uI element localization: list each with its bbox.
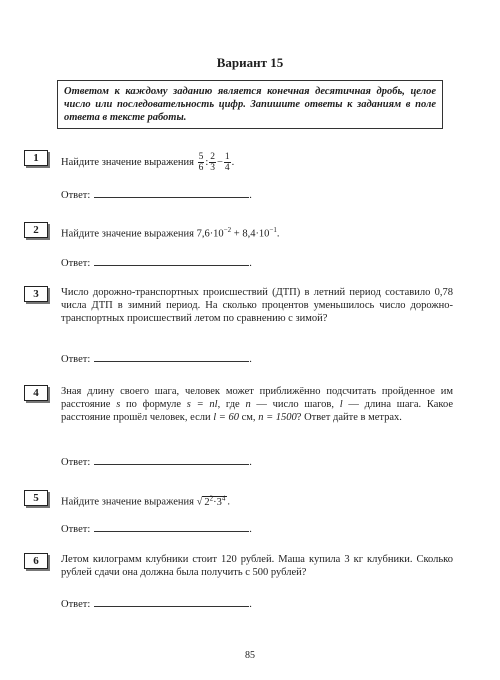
exponent: 2 [209, 494, 214, 502]
answer-row: Ответ: . [61, 599, 252, 610]
answer-field[interactable] [94, 188, 249, 198]
task-number: 4 [24, 385, 48, 401]
numerator: 1 [224, 152, 230, 162]
text-part: — длина шага. Какое расстояние прошёл человек, если [61, 399, 453, 423]
task-text: Число дорожно-транспортных происшествий (ДТП) в летний период составило 0,78 числа ДТП в зимний период. На сколько процентов уменьшилось число дорожно-транспортных происшествий летом по сравнению с зимой? [61, 287, 453, 324]
answer-label: Ответ: [61, 524, 91, 535]
answer-label: Ответ: [61, 599, 91, 610]
operator: − [216, 156, 223, 168]
task-text: Найдите значение выражения $\frac{5}{6}$ : $\frac{2}{3}$ − $\frac{1}{4}$ . [61, 152, 235, 173]
text-part: , где [217, 399, 240, 410]
denominator: 3 [210, 163, 215, 173]
answer-label: Ответ: [61, 354, 91, 365]
exponent: 4 [221, 494, 226, 502]
denominator: 6 [198, 163, 204, 173]
page-number: 85 [245, 650, 255, 661]
task-text: Найдите значение выражения $7,6\cdot 10^{-2} + 8,4\cdot 10^{-1}$. [61, 226, 280, 240]
answer-label: Ответ: [61, 190, 91, 201]
task-number: 5 [24, 490, 48, 506]
variable: n [245, 399, 251, 410]
variable: s [116, 399, 121, 410]
task-number: 1 [24, 150, 48, 166]
operator: : [205, 156, 209, 168]
term: 7,6·10 [196, 228, 224, 240]
sqrt-sign: √ [196, 496, 203, 508]
fraction [224, 152, 231, 173]
formula: s = nl [186, 399, 218, 410]
text-part: ? Ответ дайте в метрах. [296, 412, 402, 423]
task-number: 2 [24, 222, 48, 238]
answer-row: Ответ: . [61, 190, 252, 201]
answer-field[interactable] [94, 522, 249, 532]
answer-row: Ответ: . [61, 258, 252, 269]
answer-field[interactable] [94, 256, 249, 266]
text-part: см, [241, 412, 256, 423]
task-text: Найдите значение выражения √ $2^2\cdot 3^4$ . [61, 494, 230, 508]
text-part: Зная длину своего шага, человек может приближённо подсчитать пройденное им расстояние [61, 386, 453, 410]
task-prompt: Найдите значение выражения [61, 156, 194, 168]
task-text: Летом килограмм клубники стоит 120 рублей. Маша купила 3 кг клубники. Сколько рублей сдачи она должна была получить с 500 рублей? [61, 554, 453, 578]
task-prompt: Найдите значение выражения [61, 496, 194, 508]
denominator: 4 [224, 163, 230, 173]
task-text [61, 385, 453, 424]
task-number: 6 [24, 553, 48, 569]
base: 3 [216, 496, 222, 508]
base: 2 [204, 496, 210, 508]
variable: l [339, 399, 343, 410]
fraction [198, 152, 205, 173]
answer-field[interactable] [94, 352, 249, 362]
answer-label: Ответ: [61, 457, 91, 468]
term: 8,4·10 [242, 228, 270, 240]
answer-field[interactable] [94, 597, 249, 607]
task-prompt: Найдите значение выражения [61, 228, 194, 240]
operator: · [213, 496, 217, 508]
condition: n = 1500 [258, 412, 297, 423]
answer-row: Ответ: . [61, 457, 252, 468]
operator: + [233, 228, 240, 240]
numerator: 2 [210, 152, 215, 162]
answer-row: Ответ: . [61, 354, 252, 365]
answer-row: Ответ: . [61, 524, 252, 535]
radicand [202, 496, 227, 508]
condition: l = 60 [213, 412, 239, 423]
fraction [209, 152, 216, 173]
exponent: −1 [269, 226, 277, 234]
exponent: −2 [223, 226, 232, 234]
instructions-box: Ответом к каждому заданию является конечная десятичная дробь, целое число или последовательность цифр. Запишите ответы к заданиям в поле ответа в тексте работы. [57, 80, 443, 129]
text-part: — число шагов, [256, 399, 335, 410]
answer-field[interactable] [94, 455, 249, 465]
text-part: по формуле [126, 399, 182, 410]
answer-label: Ответ: [61, 258, 91, 269]
numerator: 5 [198, 152, 204, 162]
page-title: Вариант 15 [216, 55, 284, 70]
task-number: 3 [24, 286, 48, 302]
